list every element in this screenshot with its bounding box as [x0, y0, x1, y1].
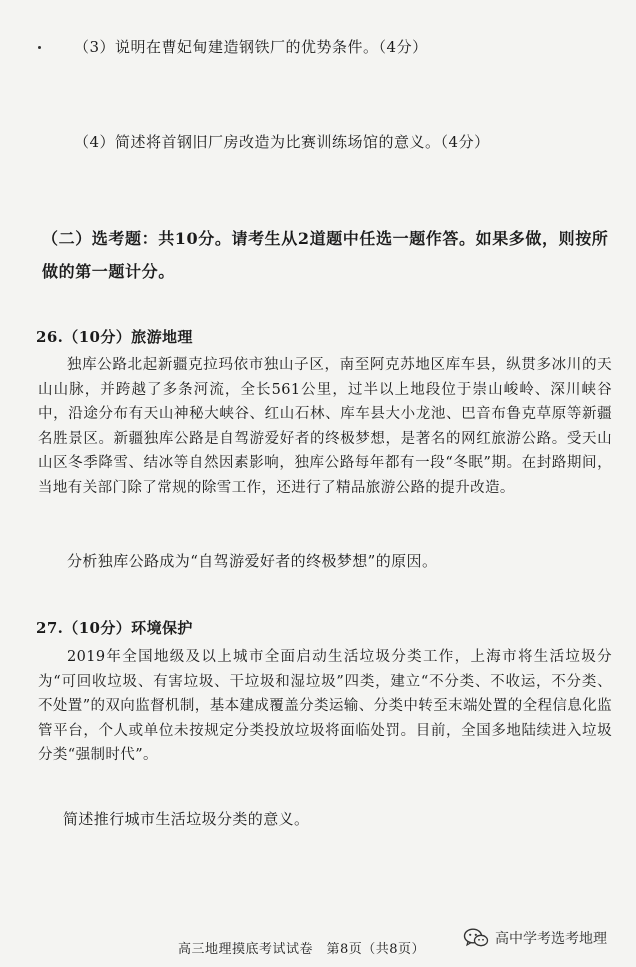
- question-25-part-3: （3）说明在曹妃甸建造钢铁厂的优势条件。（4分）: [74, 38, 428, 56]
- elective-section-heading: （二）选考题：共10分。请考生从2道题中任选一题作答。如果多做，则按所做的第一题计分。: [42, 229, 609, 281]
- speck: [38, 46, 41, 49]
- question-27-title: 27.（10分）环境保护: [36, 619, 193, 637]
- question-27-paragraph: 2019年全国地级及以上城市全面启动生活垃圾分类工作，上海市将生活垃圾分为“可回收垃圾、有害垃圾、干垃圾和湿垃圾”四类，建立“不分类、不收运，不分类、不处置”的双向监督机制，基本建成覆盖分类运输、分类中转至末端处置的全程信息化监管平台，个人或单位未按规定分类投放垃圾将面临处罚。目前，全国多地陆续进入垃圾分类“强制时代”。: [38, 649, 613, 763]
- page-footer: 高三地理摸底考试试卷 第8页（共8页）: [178, 942, 426, 957]
- question-26-title: 26.（10分）旅游地理: [36, 328, 193, 346]
- wechat-icon: [463, 928, 489, 948]
- question-27-task: 简述推行城市生活垃圾分类的意义。: [63, 810, 310, 828]
- question-25-part-4: （4）简述将首钢旧厂房改造为比赛训练场馆的意义。（4分）: [74, 133, 490, 151]
- question-26-paragraph: 独库公路北起新疆克拉玛依市独山子区，南至阿克苏地区库车县，纵贯多冰川的天山山脉，并跨越了多条河流，全长561公里，过半以上地段位于崇山峻岭、深川峡谷中，沿途分布有天山神秘大峡谷、红山石林、库车县大小龙池、巴音布鲁克草原等新疆名胜景区。新疆独库公路是自驾游爱好者的终极梦想，是著名的网红旅游公路。受天山山区冬季降雪、结冰等自然因素影响，独库公路每年都有一段“冬眠”期。在封路期间，当地有关部门除了常规的除雪工作，还进行了精品旅游公路的提升改造。: [38, 357, 612, 496]
- watermark: [463, 928, 607, 948]
- watermark-label: 高中学考选考地理: [495, 931, 607, 947]
- question-26-task: 分析独库公路成为“自驾游爱好者的终极梦想”的原因。: [67, 552, 438, 570]
